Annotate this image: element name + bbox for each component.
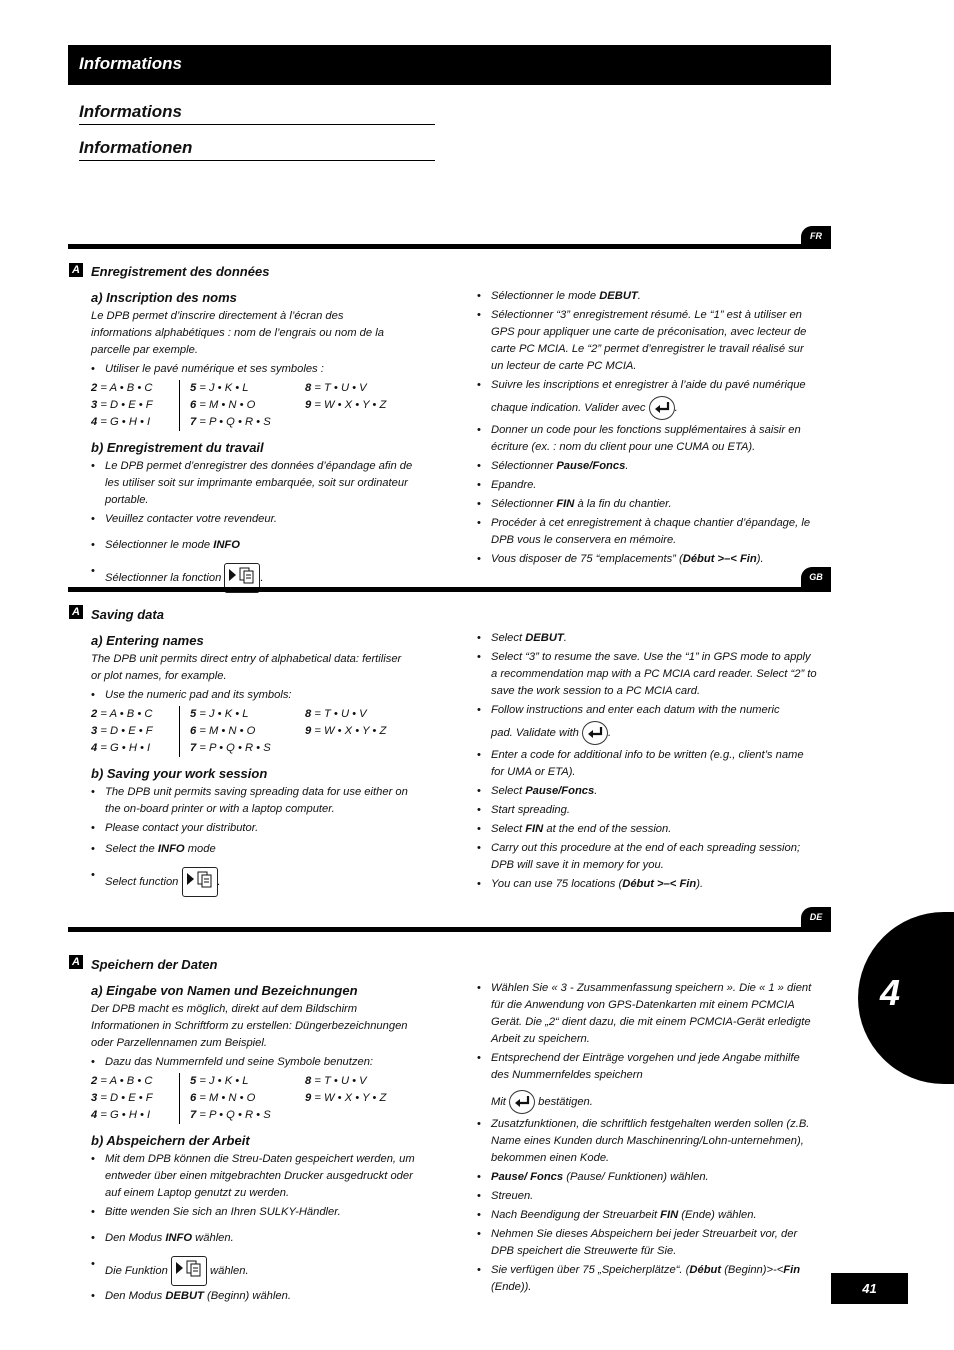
section-title-gb: Saving data (91, 607, 164, 622)
section-title-de: Speichern der Daten (91, 957, 218, 972)
lang-badge-fr: FR (801, 226, 831, 246)
intro-gb: The DPB unit permits direct entry of alphabetical data: fertiliser or plot names, for example. (91, 653, 402, 682)
list-item: • Sélectionner le mode DEBUT. (477, 288, 817, 305)
list-item: • Donner un code pour les fonctions supplémentaires à saisir en écriture (ex. : nom du client pour une CUMA ou ETA). (477, 422, 817, 456)
list-item: • Vous disposer de 75 “emplacements” (Début >–< Fin). (477, 551, 817, 568)
subhead-a-gb: a) Entering names (91, 633, 204, 648)
list-item: • Carry out this procedure at the end of each spreading session; DPB will save it in memory for you. (477, 840, 817, 874)
list-item: • Select Pause/Foncs. (477, 783, 817, 800)
subtitle-de: Informationen (79, 138, 435, 161)
list-item: • Veuillez contacter votre revendeur. (91, 511, 421, 528)
enter-key-icon (649, 396, 675, 420)
enter-key-icon (582, 721, 608, 745)
symbol-table-de: 2 = A • B • C 5 = J • K • L 8 = T • U • V 3 = D • E • F 6 = M • N • O 9 = W • X • Y • Z 4 = G • H • I 7 = P • Q • R • S (91, 1073, 421, 1124)
list-item: • Sélectionner FIN à la fin du chantier. (477, 496, 817, 513)
list-item: • Select the INFO mode (91, 841, 421, 858)
subhead-b-gb: b) Saving your work session (91, 766, 268, 781)
intro-fr: Le DPB permet d’inscrire directement à l’écran des informations alphabétiques : nom de l’engrais ou nom de la parcelle par exemple. (91, 310, 384, 356)
subhead-a-de: a) Eingabe von Namen und Bezeichnungen (91, 983, 358, 998)
page-number: 41 (831, 1273, 908, 1304)
list-item: • Select DEBUT. (477, 630, 817, 647)
symbol-table-fr: 2 = A • B • C 5 = J • K • L 8 = T • U • V 3 = D • E • F 6 = M • N • O 9 = W • X • Y • Z 4 = G • H • I 7 = P • Q • R • S (91, 380, 421, 431)
lang-badge-gb: GB (801, 567, 831, 587)
list-item: • Sélectionner la fonction . (91, 563, 421, 593)
list-item: • Le DPB permet d’enregistrer des données d’épandage afin de les utiliser soit sur imprimante embarquée, soit sur ordinateur portable. (91, 458, 421, 509)
list-item: • Entsprechend der Einträge vorgehen und jede Angabe mithilfe des Nummernfeldes speichern Mit bestätigen. (477, 1050, 817, 1114)
list-item: • Wählen Sie « 3 - Zusammenfassung speichern ». Die « 1 » dient für die Anwendung von GPS-Datenkarten mit einem PCMCIA Gerät. Die „2“ dient dazu, die mit einem PCMCIA-Gerät erledigte Arbeit zu speichern. (477, 980, 817, 1048)
subhead-b-fr: b) Enregistrement du travail (91, 440, 264, 455)
list-item: • Select FIN at the end of the session. (477, 821, 817, 838)
section-marker-fr: A (69, 263, 83, 277)
list-item: • Select “3” to resume the save. Use the “1” in GPS mode to apply a recommendation map with a PC MCIA card reader. Select “2” to save the work session to a PC MCIA card. (477, 649, 817, 700)
list-item: • Nach Beendigung der Streuarbeit FIN (Ende) wählen. (477, 1207, 817, 1224)
function-key-icon (182, 867, 218, 897)
list-item: • You can use 75 locations (Début >–< Fin). (477, 876, 817, 893)
list-item: • Use the numeric pad and its symbols: (91, 687, 421, 704)
section-rule-gb (68, 587, 831, 592)
list-item: • Den Modus INFO wählen. (91, 1230, 421, 1247)
subhead-b-de: b) Abspeichern der Arbeit (91, 1133, 250, 1148)
list-item: • Select function . (91, 867, 421, 897)
list-item: • Pause/ Foncs (Pause/ Funktionen) wählen. (477, 1169, 817, 1186)
list-item: • Sélectionner le mode INFO (91, 537, 421, 554)
list-item: • Den Modus DEBUT (Beginn) wählen. (91, 1288, 421, 1305)
section-rule-fr (68, 244, 831, 249)
symbol-table-gb: 2 = A • B • C 5 = J • K • L 8 = T • U • V 3 = D • E • F 6 = M • N • O 9 = W • X • Y • Z 4 = G • H • I 7 = P • Q • R • S (91, 706, 421, 757)
section-marker-gb: A (69, 605, 83, 619)
right-column-de (477, 980, 817, 1298)
list-item: • Sie verfügen über 75 „Speicherplätze“. (Début (Beginn)>-<Fin (Ende)). (477, 1262, 817, 1296)
section-marker-de: A (69, 955, 83, 969)
list-item: • Suivre les inscriptions et enregistrer à l’aide du pavé numérique chaque indication. Valider avec . (477, 377, 817, 420)
list-item: • Sélectionner Pause/Foncs. (477, 458, 817, 475)
section-rule-de (68, 927, 831, 932)
left-column-de (91, 982, 421, 1307)
right-column-fr (477, 288, 817, 570)
right-column-gb (477, 630, 817, 895)
subhead-a-fr: a) Inscription des noms (91, 290, 237, 305)
section-title-fr: Enregistrement des données (91, 264, 270, 279)
list-item: • Streuen. (477, 1188, 817, 1205)
list-item: • Zusatzfunktionen, die schriftlich festgehalten werden sollen (z.B. Name eines Kunden durch Maschinenring/Lohn-unternehmen), bekommen einen Kode. (477, 1116, 817, 1167)
enter-key-icon (509, 1090, 535, 1114)
lang-badge-de: DE (801, 907, 831, 927)
list-item: • Enter a code for additional info to be written (e.g., client’s name for UMA or ETA). (477, 747, 817, 781)
list-item: • Follow instructions and enter each datum with the numeric pad. Validate with . (477, 702, 817, 745)
chapter-tab (858, 912, 954, 1084)
list-item: • Please contact your distributor. (91, 820, 421, 837)
header-title: Informations (79, 54, 182, 73)
subtitle-fr: Informations (79, 102, 435, 125)
list-item: • Sélectionner “3” enregistrement résumé. Le “1” est à utiliser en GPS pour appliquer une carte de préconisation, avec lecteur de carte PC MCIA. Le “2” permet d’enregistrer le travail réalisé sur un lecteur de carte PC MCIA. (477, 307, 817, 375)
list-item: • Nehmen Sie dieses Abspeichern bei jeder Streuarbeit vor, der DPB speichert die Streuwerte für Sie. (477, 1226, 817, 1260)
left-column-gb (91, 632, 421, 899)
list-item: • Bitte wenden Sie sich an Ihren SULKY-Händler. (91, 1204, 421, 1221)
chapter-number: 4 (880, 972, 901, 1013)
list-item: • Dazu das Nummernfeld und seine Symbole benutzen: (91, 1054, 421, 1071)
list-item: • Die Funktion wählen. (91, 1256, 421, 1286)
list-item: • Epandre. (477, 477, 817, 494)
left-column-fr (91, 289, 421, 595)
intro-de: Der DPB macht es möglich, direkt auf dem Bildschirm Informationen in Schriftform zu erstellen: Düngerbezeichnungen oder Parzellennamen zum Beispiel. (91, 1003, 408, 1049)
list-item: • Utiliser le pavé numérique et ses symboles : (91, 361, 421, 378)
list-item: • Start spreading. (477, 802, 817, 819)
list-item: • Procéder à cet enregistrement à chaque chantier d’épandage, le DPB vous le conservera en mémoire. (477, 515, 817, 549)
function-key-icon (171, 1256, 207, 1286)
list-item: • The DPB unit permits saving spreading data for use either on the on-board printer or with a laptop computer. (91, 784, 421, 818)
list-item: • Mit dem DPB können die Streu-Daten gespeichert werden, um entweder über einen mitgebrachten Drucker ausgedruckt oder auf einem Laptop genutzt zu werden. (91, 1151, 421, 1202)
header-bar (68, 45, 831, 85)
